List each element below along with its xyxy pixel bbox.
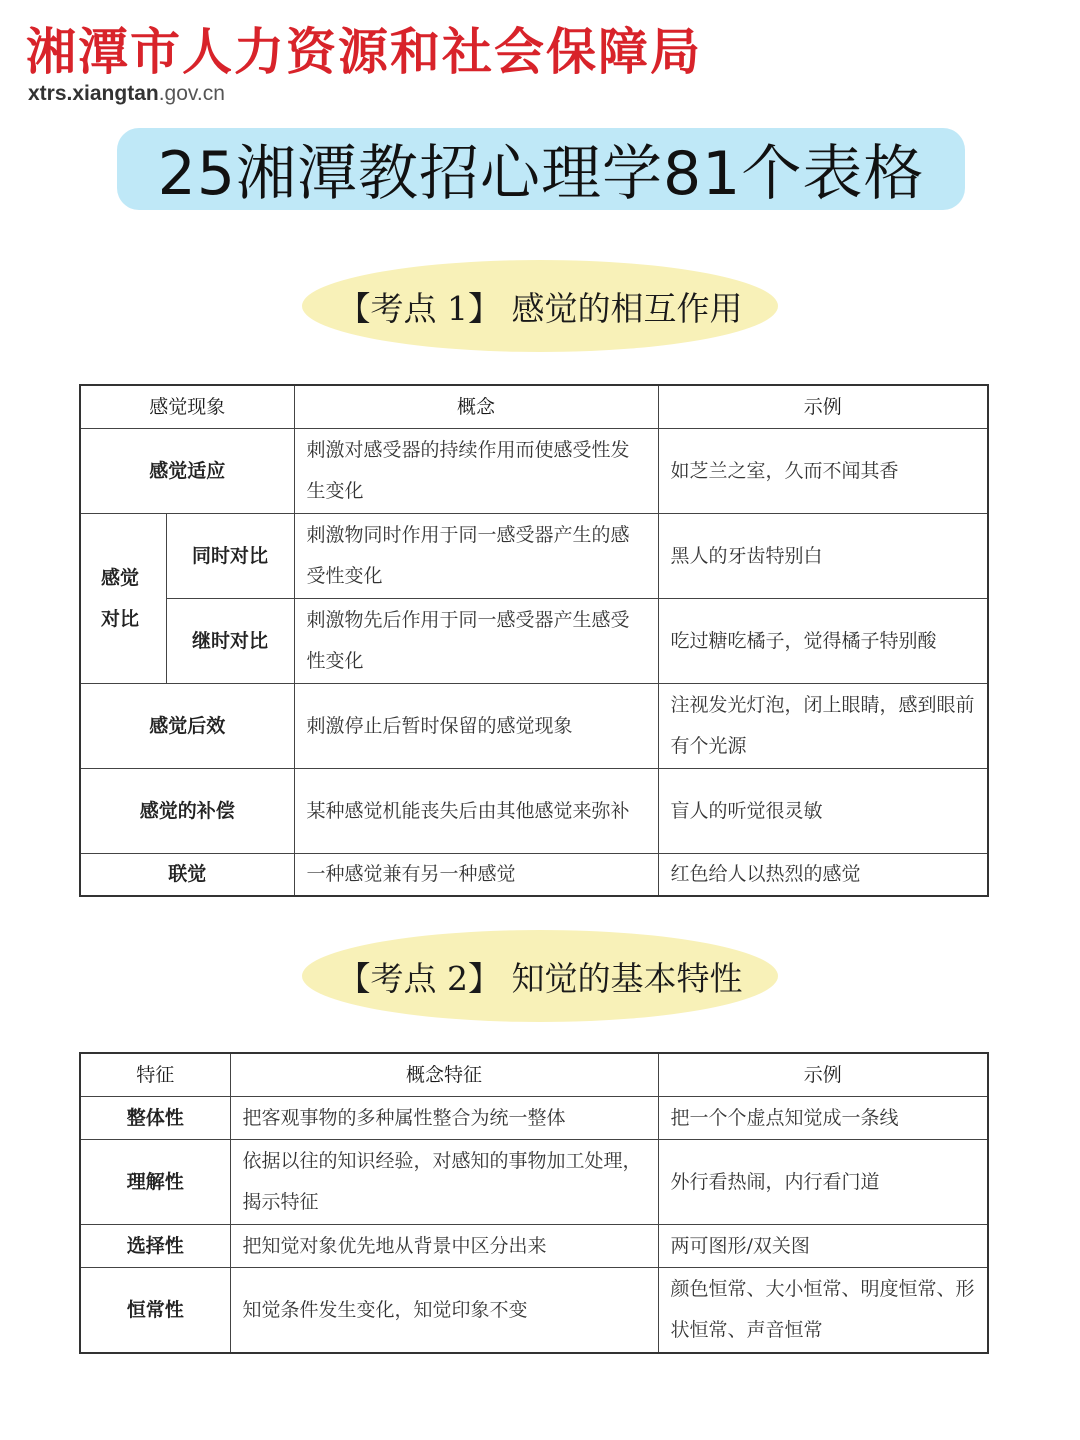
perception-properties-table (79, 1052, 989, 1354)
row-label: 整体性 (80, 1097, 230, 1140)
column-header: 概念 (294, 385, 658, 429)
column-header: 示例 (658, 1053, 988, 1097)
column-header: 特征 (80, 1053, 230, 1097)
table-row (80, 769, 988, 854)
section-badge-2 (302, 930, 778, 1022)
url-suffix: .gov.cn (158, 82, 225, 105)
table-row (80, 854, 988, 897)
table-row (80, 684, 988, 769)
row-label: 感觉的补偿 (80, 769, 294, 854)
table-row (80, 1225, 988, 1268)
concept-cell: 刺激物先后作用于同一感受器产生感受性变化 (294, 599, 658, 684)
concept-cell: 刺激物同时作用于同一感受器产生的感受性变化 (294, 514, 658, 599)
example-cell: 两可图形/双关图 (658, 1225, 988, 1268)
concept-cell: 某种感觉机能丧失后由其他感觉来弥补 (294, 769, 658, 854)
section-badge-1 (302, 260, 778, 352)
concept-cell: 刺激对感受器的持续作用而使感受性发生变化 (294, 429, 658, 514)
example-cell: 外行看热闹，内行看门道 (658, 1140, 988, 1225)
row-label: 继时对比 (166, 599, 294, 684)
example-cell: 颜色恒常、大小恒常、明度恒常、形状恒常、声音恒常 (658, 1268, 988, 1354)
section-title-2: 【考点 2】 知觉的基本特性 (337, 958, 743, 998)
row-label: 感觉适应 (80, 429, 294, 514)
column-header: 感觉现象 (80, 385, 294, 429)
table-header-row (80, 1053, 988, 1097)
table-row (80, 429, 988, 514)
table-header-row (80, 385, 988, 429)
table-row (80, 514, 988, 599)
row-label: 同时对比 (166, 514, 294, 599)
organization-url (28, 82, 225, 106)
concept-cell: 知觉条件发生变化，知觉印象不变 (230, 1268, 658, 1354)
column-header: 示例 (658, 385, 988, 429)
url-domain: xtrs.xiangtan (28, 82, 159, 105)
row-label: 恒常性 (80, 1268, 230, 1354)
title-banner (117, 128, 965, 210)
row-label: 联觉 (80, 854, 294, 897)
example-cell: 如芝兰之室，久而不闻其香 (658, 429, 988, 514)
example-cell: 红色给人以热烈的感觉 (658, 854, 988, 897)
table-row (80, 1268, 988, 1354)
concept-cell: 刺激停止后暂时保留的感觉现象 (294, 684, 658, 769)
row-label: 感觉后效 (80, 684, 294, 769)
organization-name: 湘潭市人力资源和社会保障局 (26, 23, 702, 81)
example-cell: 把一个个虚点知觉成一条线 (658, 1097, 988, 1140)
concept-cell: 一种感觉兼有另一种感觉 (294, 854, 658, 897)
page-title: 25湘潭教招心理学81个表格 (157, 139, 925, 209)
row-label: 理解性 (80, 1140, 230, 1225)
example-cell: 盲人的听觉很灵敏 (658, 769, 988, 854)
concept-cell: 把知觉对象优先地从背景中区分出来 (230, 1225, 658, 1268)
concept-cell: 依据以往的知识经验，对感知的事物加工处理，揭示特征 (230, 1140, 658, 1225)
sensation-interaction-table (79, 384, 989, 897)
group-label: 感觉对比 (80, 514, 166, 684)
example-cell: 注视发光灯泡，闭上眼睛，感到眼前有个光源 (658, 684, 988, 769)
row-label: 选择性 (80, 1225, 230, 1268)
table-row (80, 1097, 988, 1140)
column-header: 概念特征 (230, 1053, 658, 1097)
table-row (80, 1140, 988, 1225)
example-cell: 吃过糖吃橘子，觉得橘子特别酸 (658, 599, 988, 684)
example-cell: 黑人的牙齿特别白 (658, 514, 988, 599)
section-title-1: 【考点 1】 感觉的相互作用 (337, 288, 743, 328)
concept-cell: 把客观事物的多种属性整合为统一整体 (230, 1097, 658, 1140)
table-row (80, 599, 988, 684)
